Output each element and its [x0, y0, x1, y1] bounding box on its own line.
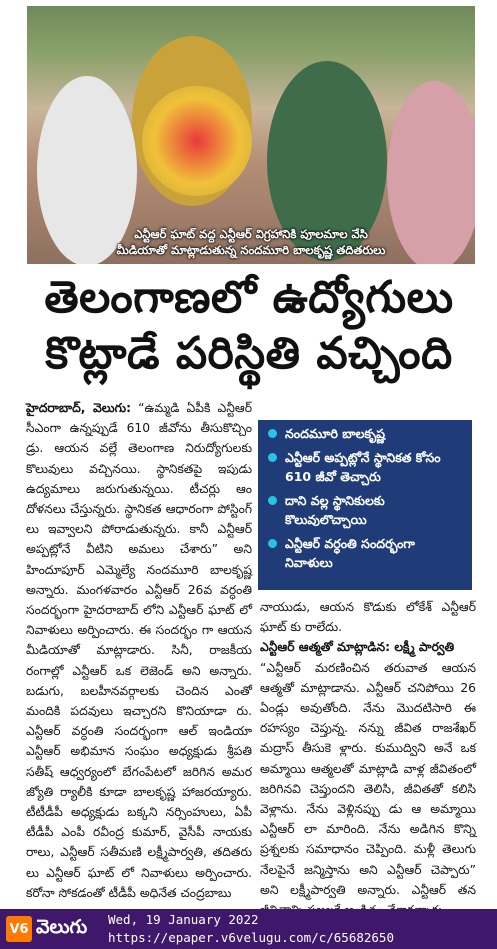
footer-bar: [0, 909, 497, 949]
photo-caption: [27, 226, 475, 258]
highlights-box: [258, 420, 472, 590]
headline-line-1: తెలంగాణలో ఉద్యోగులు: [44, 272, 454, 323]
bullet-icon: [268, 429, 277, 438]
highlight-text: ఎన్టీఆర్ అప్పట్లోనే స్థానికత కోసం 610 జీవో తెచ్చారు: [285, 450, 441, 484]
footer-date: Wed, 19 January 2022: [108, 912, 259, 927]
article-paragraph-1: “ఉమ్మడి ఏపీకి ఎన్టీఆర్ సీఎంగా ఉన్నప్పుడే 610 జీవోను తీసుకొచ్చిం డ్రు. ఆయన వల్లే తెలంగాణ నిరుద్యోగులకు కొలువులు వచ్చినయి. స్థానికతపై ఇపుడు ఉద్యమాలు జరుగుతున్నయి. టీచర్లు ఆం దోళనలు చేస్తున్నరు. స్థానికత ఆధారంగా పోస్టింగ్ లు ఇవ్వాలని పోరాడుతున్నరు. కానీ ఎన్టీఆర్ అప్పట్లోనే వీటిని అమలు చేశారు” అని హిందూపూర్ ఎమ్మెల్యే నందమూరి బాలకృష్ణ అన్నారు. మంగళవారం ఎన్టీఆర్ 26వ వర్ధంతి సందర్భంగా హైదరాబాద్ లోని ఎన్టీఆర్ ఘాట్ లో నివాళులు అర్పించారు. ఈ సందర్భం గా ఆయన మీడియాతో మాట్లాడారు. సినీ, రాజకీయ రంగాల్లో ఎన్టీఆర్ ఒక లెజెండ్ అని అన్నారు. బడుగు, బలహీనవర్గాలకు చెందిన ఎంతో మందికి పదవులు ఇచ్చారని కొనియాడా రు. ఎన్టీఆర్ వర్ధంతి సందర్భంగా ఆల్ ఇండియా ఎన్టీఆర్ అభిమాన సంఘం అధ్యక్షుడు శ్రీపతి సతీష్ ఆధ్వర్యంలో బేగంపేటలో జరిగిన అమర జ్యోతి ర్యాలీకి కూడా బాలకృష్ణ హాజరయ్యారు. టీటీడీపీ అధ్యక్షుడు బక్కని నర్సింహులు, ఏపీ టీడీపీ ఎంపీ రవీంద్ర కుమార్, వైసీపీ నాయకు రాలు, ఎన్టీఆర్ సతీమణి లక్ష్మీపార్వతి, తదితరు లు ఎన్టీఆర్ ఘాట్ లో నివాళులు అర్పించారు. కరోనా సోకడంతో టీడీపీ అధినేత చంద్రబాబు: [26, 401, 252, 900]
footer-url[interactable]: https://epaper.v6velugu.com/c/65682650: [108, 930, 394, 945]
highlight-item: [264, 448, 466, 486]
v6-velugu-logo[interactable]: [6, 913, 98, 945]
highlight-item: [264, 491, 466, 529]
footer-meta: [108, 911, 394, 947]
photo-garland: [142, 86, 252, 196]
highlight-text: దాని వల్ల స్థానికులకు కొలువులొచ్చాయి: [285, 493, 385, 527]
news-photo: [27, 6, 475, 264]
highlight-text: నందమూరి బాలకృష్ణ: [285, 426, 385, 441]
photo-caption-line-1: ఎన్టీఆర్ ఘాట్ వద్ద ఎన్టీఆర్ విగ్రహానికి పూలమాల వేసి: [134, 227, 368, 241]
bullet-icon: [268, 496, 277, 505]
highlight-text: ఎన్టీఆర్ వర్ధంతి సందర్భంగా నివాళులు: [285, 536, 415, 570]
photo-caption-line-2: మీడియాతో మాట్లాడుతున్న నందమూరి బాలకృష్ణ తదితరులు: [116, 243, 386, 257]
article-column-left: [26, 398, 252, 903]
article-subhead: ఎన్టీఆర్ ఆత్మతో మాట్లాడిన: లక్ష్మీ పార్వతి: [260, 640, 455, 655]
article-dateline: హైదరాబాద్, వెలుగు:: [26, 401, 132, 415]
bullet-icon: [268, 539, 277, 548]
headline-line-2: కొట్లాడే పరిస్థితి వచ్చింది: [45, 328, 453, 379]
article-paragraph-2: నాయుడు, ఆయన కొడుకు లోకేశ్ ఎన్టీఆర్ ఘాట్ కు రాలేదు.: [260, 600, 476, 635]
logo-badge: V6: [6, 916, 32, 942]
bullet-icon: [268, 453, 277, 462]
highlight-item: [264, 534, 466, 572]
article-paragraph-3: “ఎన్టీఆర్ మరణించిన తరువాత ఆయన ఆత్మతో మాట్లాడాను. ఎన్టీఆర్ చనిపోయి 26 ఏండ్లు అవుతోంది. నేను మొదటిసారి ఈ రహస్యం చెప్తున్న. నన్ను జీవిత రాజశేఖర్ మద్రాస్ తీసుకె ళ్లారు. కుముద్విని అనే ఒక అమ్మాయి ఆత్మలతో మాట్లాడి వాళ్ల జీవితంలో జరిగినవి చెప్తుందని తెలిసి, జీవితతో కలిసి వెళ్లాను. నేను వెళ్లినప్పు డు ఆ అమ్మాయి ఎన్టీఆర్ లా మారింది. నేను అడిగిన కొన్ని ప్రశ్నలకు సమాధానం చెప్పింది. మళ్లీ తెలుగు నేలపైనే జన్మిస్తాను అని ఎన్టీఆర్ చెప్పారు” అని లక్ష్మీపార్వతి అన్నారు. ఎన్టీఆర్ తన: [260, 660, 476, 897]
highlight-item: [264, 424, 466, 443]
logo-text: వెలుగు: [36, 915, 88, 938]
article-column-right: [260, 597, 476, 920]
